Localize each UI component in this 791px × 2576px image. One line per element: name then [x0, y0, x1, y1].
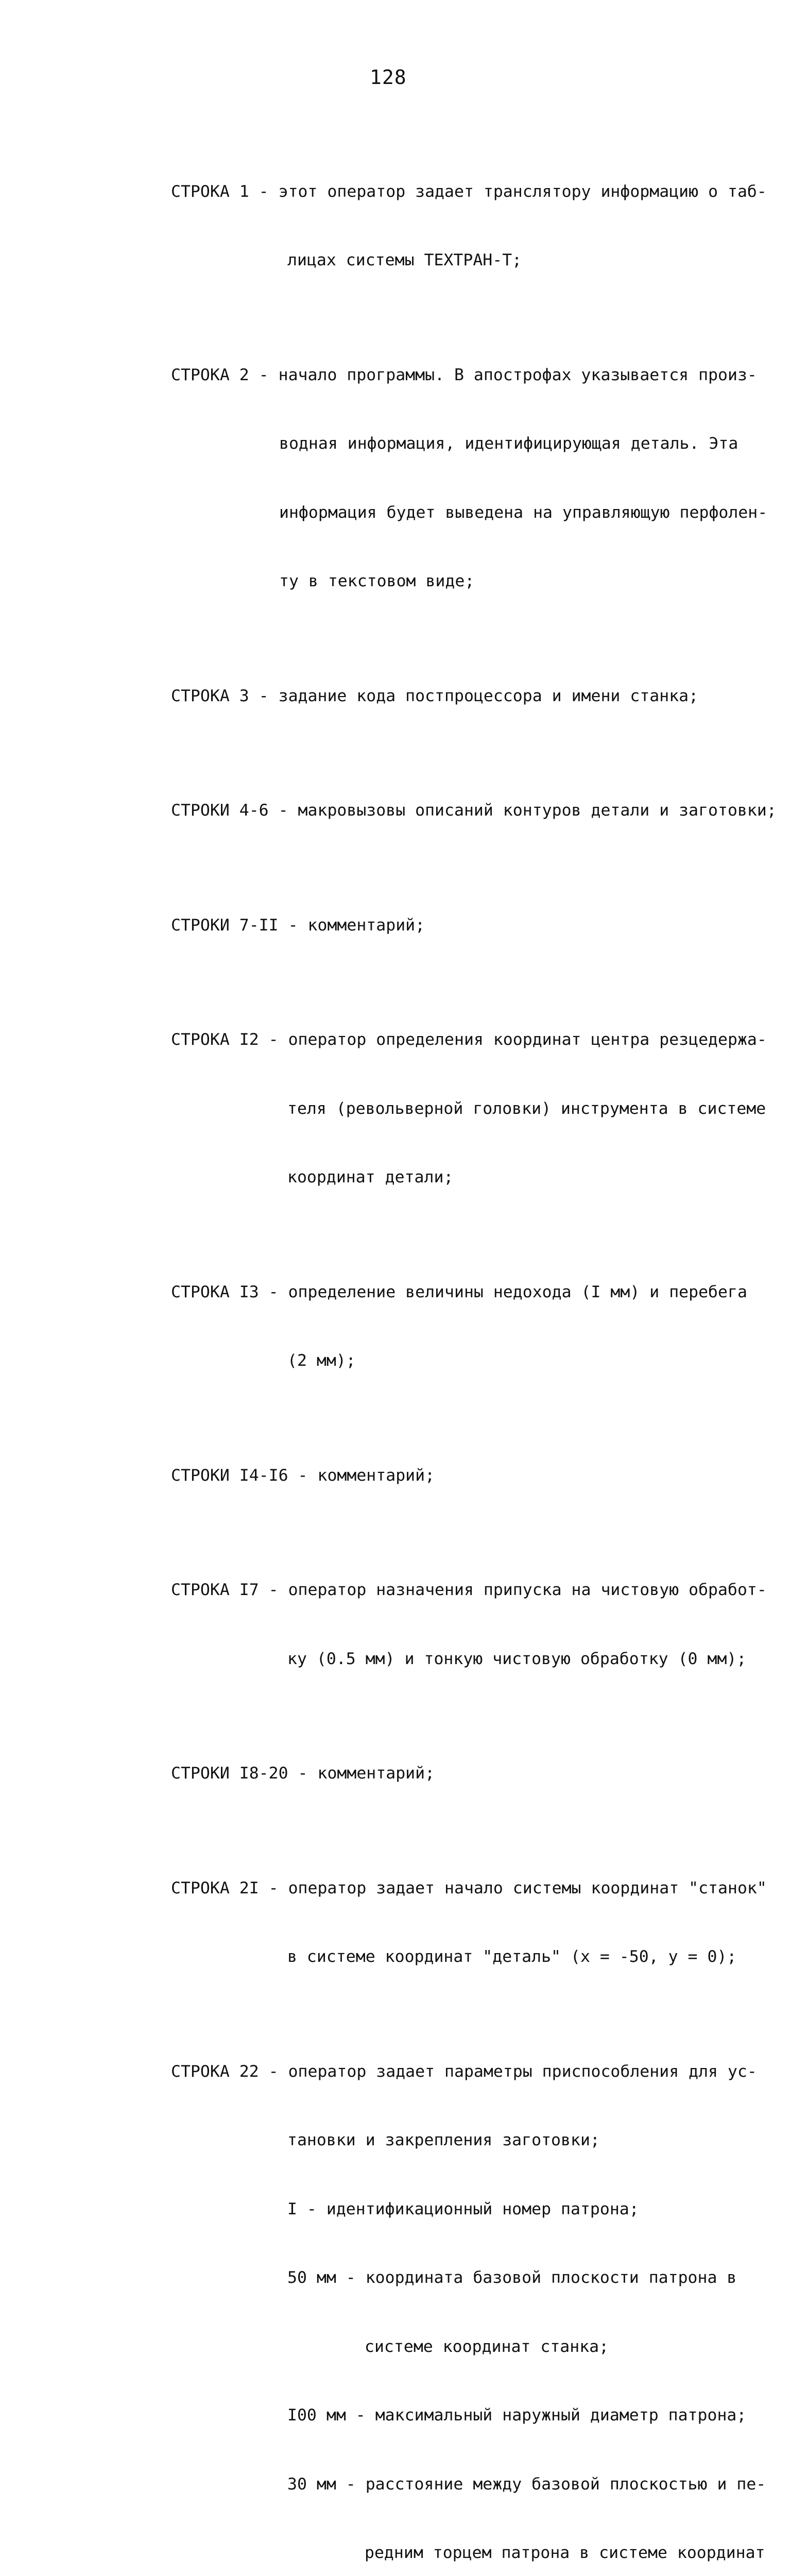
entry-label: СТРОКА 1 - — [171, 182, 279, 201]
entry-label: СТРОКА I7 - — [171, 1581, 288, 1599]
entry-text: задание кода постпроцессора и имени станка; — [278, 686, 699, 705]
entry-text: этот оператор задает транслятору информацию о таб- — [278, 182, 767, 201]
entry-continuation: ту в текстовом виде; — [279, 572, 475, 590]
sub-item-continuation: редним торцем патрона в системе координат — [365, 2544, 765, 2562]
entry-label: СТРОКИ I4-I6 - — [171, 1466, 318, 1485]
sub-item-label: 50 мм - — [287, 2268, 366, 2287]
entry-text: оператор задает начало системы координат "станок" — [288, 1878, 767, 1897]
sub-item — [171, 2473, 768, 2496]
entry-continuation: водная информация, идентифицирующая деталь. Эта — [279, 434, 738, 453]
entry-continuation: ку (0.5 мм) и тонкую чистовую обработку (0 мм); — [287, 1649, 747, 1668]
sub-item-text: идентификационный номер патрона; — [326, 2199, 639, 2218]
line-entry-21 — [171, 1877, 768, 1900]
entry-text: комментарий; — [317, 1466, 435, 1485]
document-body — [171, 111, 777, 2576]
entry-label: СТРОКА 22 - — [171, 2062, 288, 2081]
entry-continuation: лицах системы ТЕХТРАН-Т; — [287, 251, 522, 269]
sub-item-text: координата базовой плоскости патрона в — [365, 2268, 737, 2287]
line-entry-3 — [171, 685, 768, 708]
page-number: 128 — [370, 66, 407, 89]
entry-text: оператор определения координат центра резцедержа- — [288, 1030, 767, 1049]
line-entry-17 — [171, 1579, 768, 1602]
entry-continuation: тановки и закрепления заготовки; — [287, 2131, 600, 2149]
entry-text: начало программы. В апострофах указывается произ- — [278, 365, 757, 384]
line-entry-12 — [171, 1028, 768, 1052]
entry-label: СТРОКА I2 - — [171, 1030, 288, 1049]
entry-text: определение величины недохода (I мм) и перебега — [288, 1282, 747, 1301]
line-entry-1 — [171, 180, 768, 204]
entry-label: СТРОКА I3 - — [171, 1282, 288, 1301]
sub-item — [171, 2404, 768, 2427]
entry-continuation: в системе координат "деталь" (x = -50, y = 0); — [287, 1947, 737, 1966]
sub-item-label: I - — [287, 2199, 326, 2218]
sub-item-label: I00 мм - — [287, 2406, 375, 2425]
entry-label: СТРОКИ 7-II - — [171, 916, 308, 935]
line-entry-7-11 — [171, 914, 768, 937]
entry-label: СТРОКИ 4-6 - — [171, 801, 298, 820]
sub-item-continuation: системе координат станка; — [365, 2337, 609, 2356]
entry-continuation: координат детали; — [287, 1168, 454, 1187]
entry-continuation: (2 мм); — [287, 1351, 356, 1370]
entry-text: комментарий; — [317, 1764, 435, 1783]
sub-item-text: максимальный наружный диаметр патрона; — [375, 2406, 747, 2425]
sub-item-label: 30 мм - — [287, 2475, 366, 2494]
entry-label: СТРОКА 3 - — [171, 686, 279, 705]
line-entry-22 — [171, 2060, 768, 2083]
entry-label: СТРОКИ I8-20 - — [171, 1764, 318, 1783]
entry-text: оператор назначения припуска на чистовую обработ- — [288, 1581, 767, 1599]
line-entry-4-6 — [171, 799, 777, 822]
entry-text: оператор задает параметры приспособления для ус- — [288, 2062, 757, 2081]
entry-text: комментарий; — [307, 916, 425, 935]
line-entry-13 — [171, 1281, 768, 1304]
entry-label: СТРОКА 2 - — [171, 365, 279, 384]
line-entry-14-16 — [171, 1464, 768, 1487]
sub-item — [171, 2266, 768, 2290]
entry-text: макровызовы описаний контуров детали и заготовки; — [298, 801, 777, 820]
entry-label: СТРОКА 2I - — [171, 1878, 288, 1897]
entry-continuation: информация будет выведена на управляющую перфолен- — [279, 503, 768, 522]
sub-item-text: расстояние между базовой плоскостью и пе- — [365, 2475, 766, 2494]
entry-continuation: теля (револьверной головки) инструмента в системе — [287, 1099, 766, 1118]
sub-item — [171, 2198, 768, 2221]
line-entry-2 — [171, 364, 768, 387]
line-entry-18-20 — [171, 1762, 768, 1785]
